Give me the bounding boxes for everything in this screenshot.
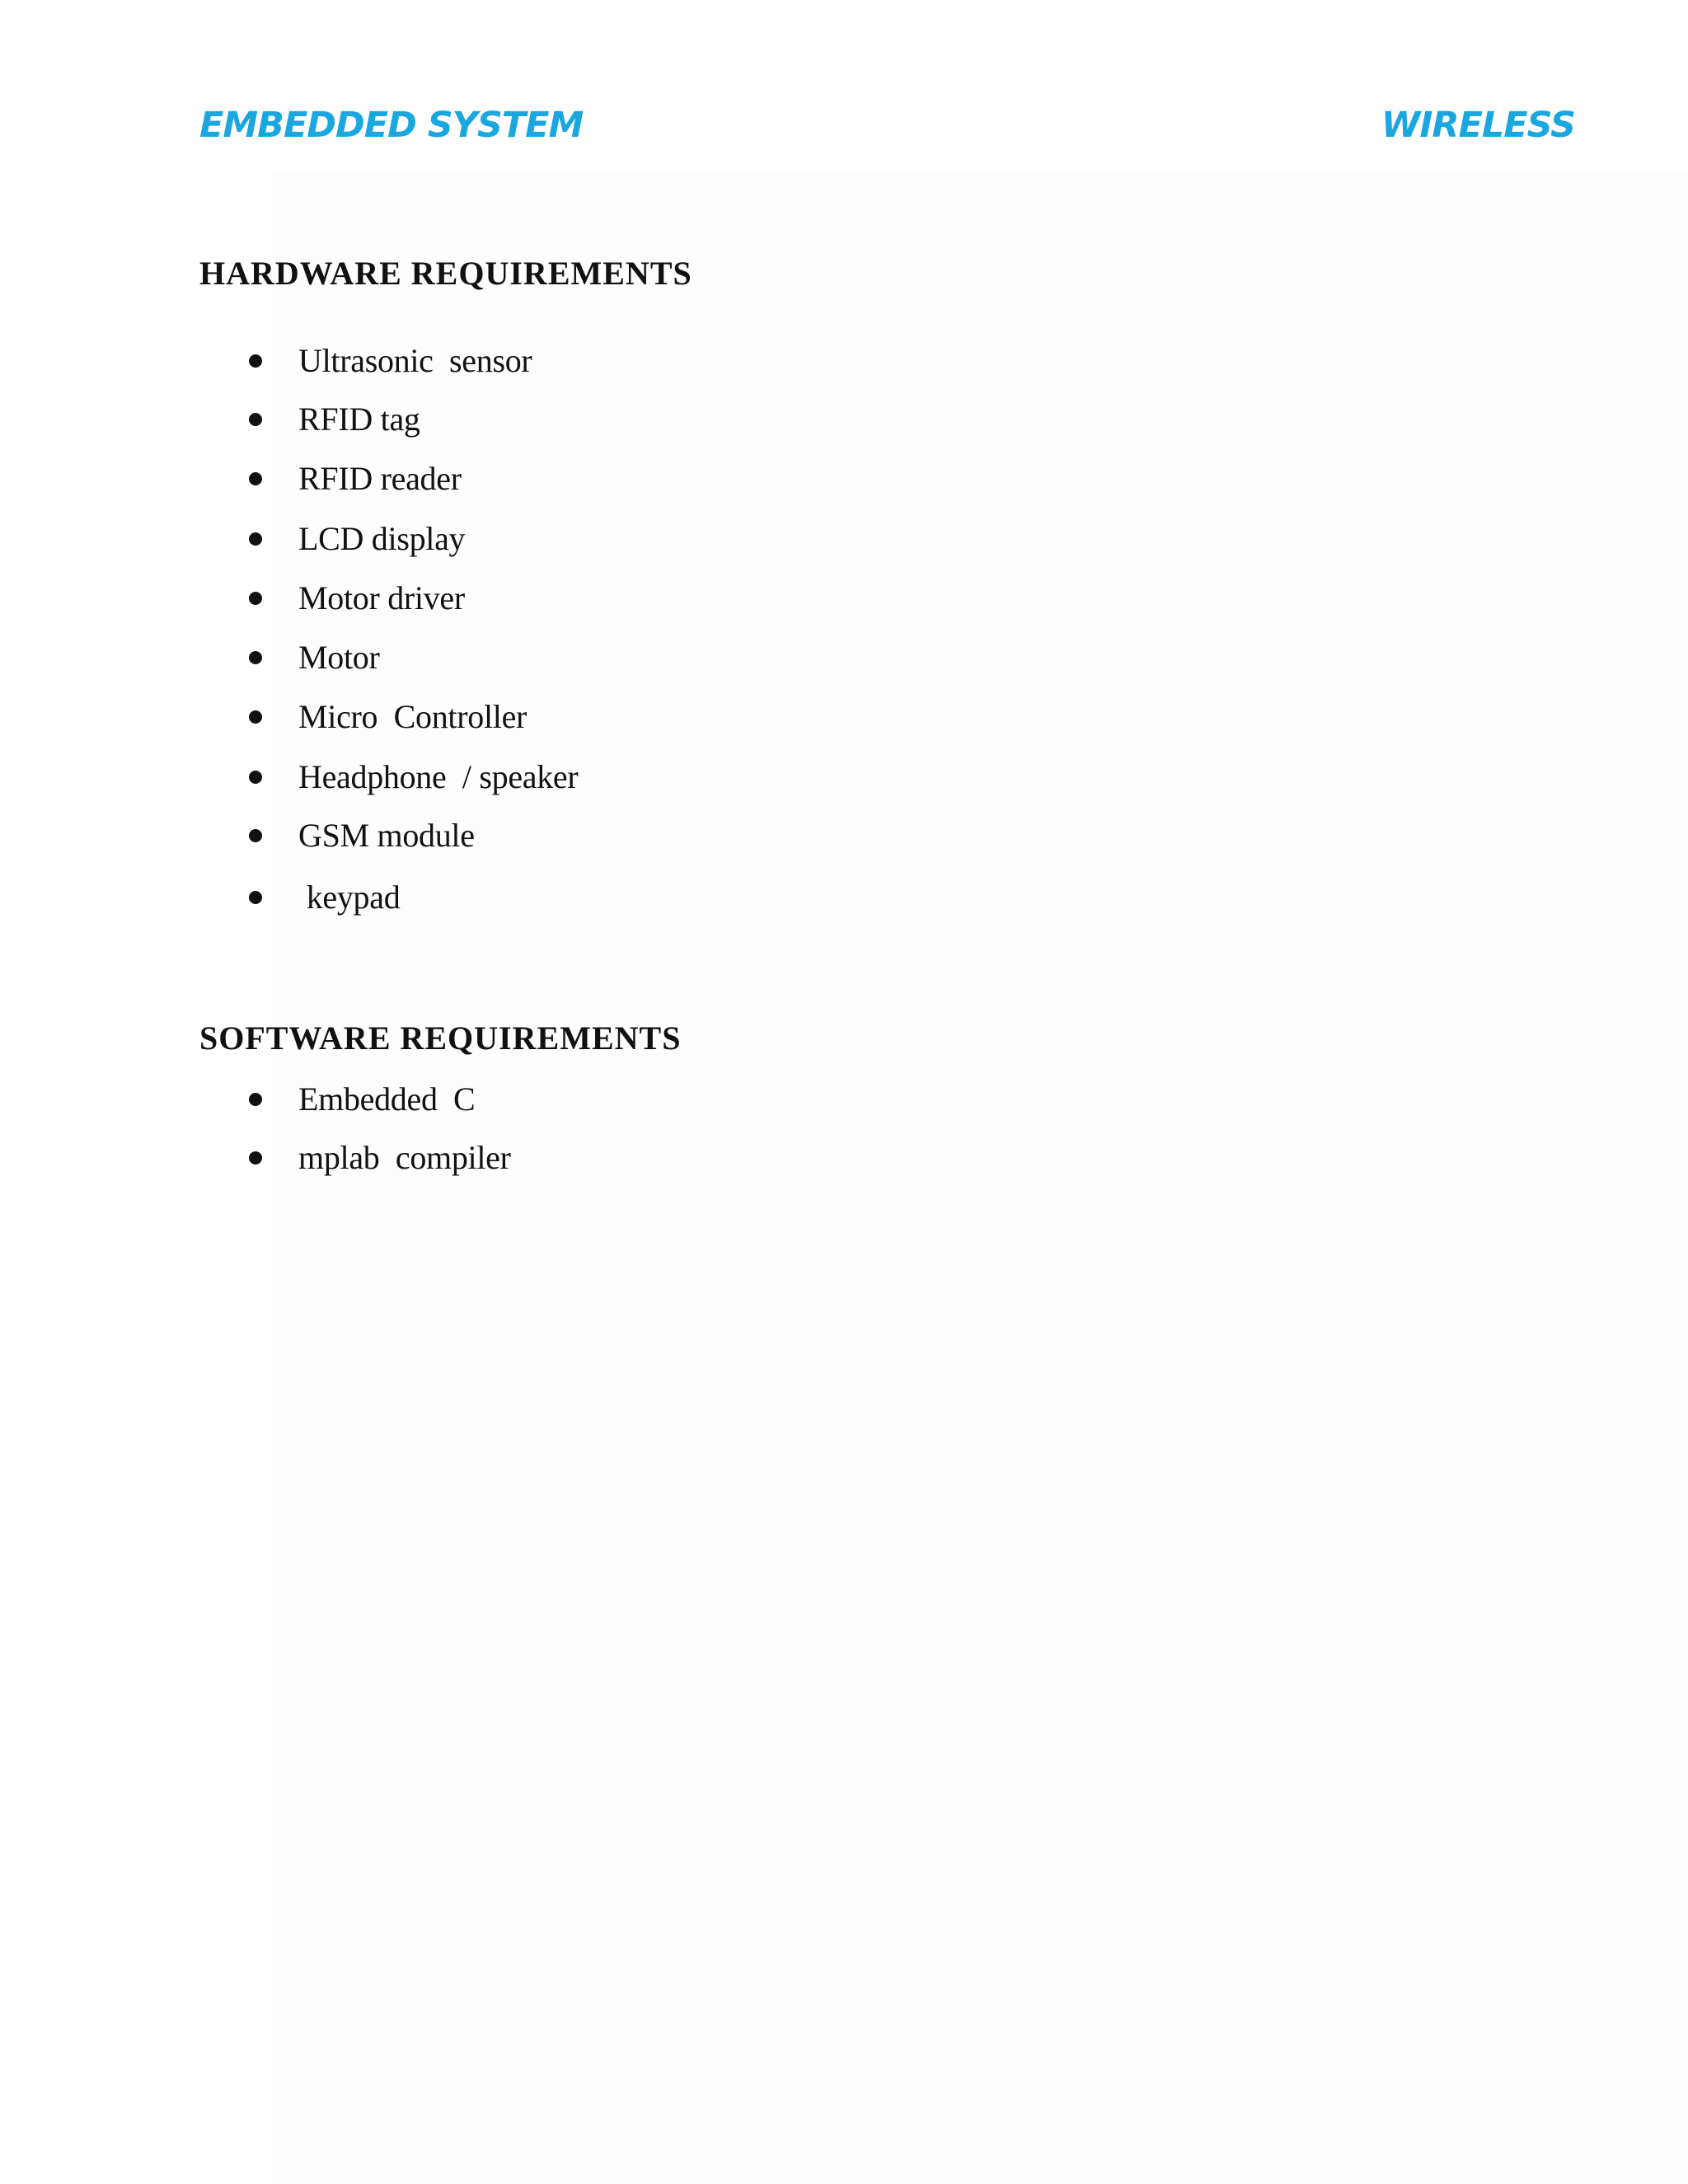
- bullet-icon: [249, 354, 262, 368]
- list-item: [0, 1076, 989, 1126]
- bullet-icon: [249, 592, 262, 605]
- list-item: [0, 635, 989, 684]
- list-item-label: Headphone / speaker: [298, 758, 579, 795]
- list-item-label: Micro Controller: [298, 698, 528, 735]
- list-item: [0, 456, 989, 505]
- hardware-requirements-heading: HARDWARE REQUIREMENTS: [199, 255, 692, 292]
- list-item-label: RFID reader: [298, 460, 462, 497]
- list-item-label: GSM module: [298, 817, 475, 854]
- bullet-icon: [249, 651, 262, 664]
- list-item: [0, 575, 989, 625]
- list-item-label: Motor: [298, 639, 380, 676]
- list-item: [0, 516, 989, 565]
- bullet-icon: [249, 1151, 262, 1165]
- bullet-icon: [249, 710, 262, 724]
- bullet-icon: [249, 771, 262, 784]
- list-item-label: RFID tag: [298, 401, 420, 438]
- bullet-icon: [249, 1093, 262, 1106]
- bullet-icon: [249, 413, 262, 426]
- header-left-title: EMBEDDED SYSTEM: [199, 105, 584, 146]
- list-item-label: Embedded C: [298, 1080, 476, 1118]
- list-item: [0, 1135, 989, 1184]
- list-item: [0, 396, 989, 446]
- list-item: [0, 694, 989, 743]
- list-item-label: Ultrasonic sensor: [298, 342, 532, 379]
- list-item: [0, 874, 989, 924]
- list-item-label: LCD display: [298, 520, 466, 557]
- bullet-icon: [249, 891, 262, 904]
- list-item: [0, 338, 989, 387]
- bullet-icon: [249, 532, 262, 546]
- header-right-title: WIRELESS: [1381, 105, 1575, 146]
- software-requirements-heading: SOFTWARE REQUIREMENTS: [199, 1019, 682, 1057]
- bullet-icon: [249, 472, 262, 485]
- list-item: [0, 813, 989, 862]
- bullet-icon: [249, 829, 262, 842]
- list-item-label: keypad: [298, 879, 401, 916]
- list-item: [0, 754, 989, 804]
- list-item-label: Motor driver: [298, 579, 465, 616]
- list-item-label: mplab compiler: [298, 1139, 511, 1176]
